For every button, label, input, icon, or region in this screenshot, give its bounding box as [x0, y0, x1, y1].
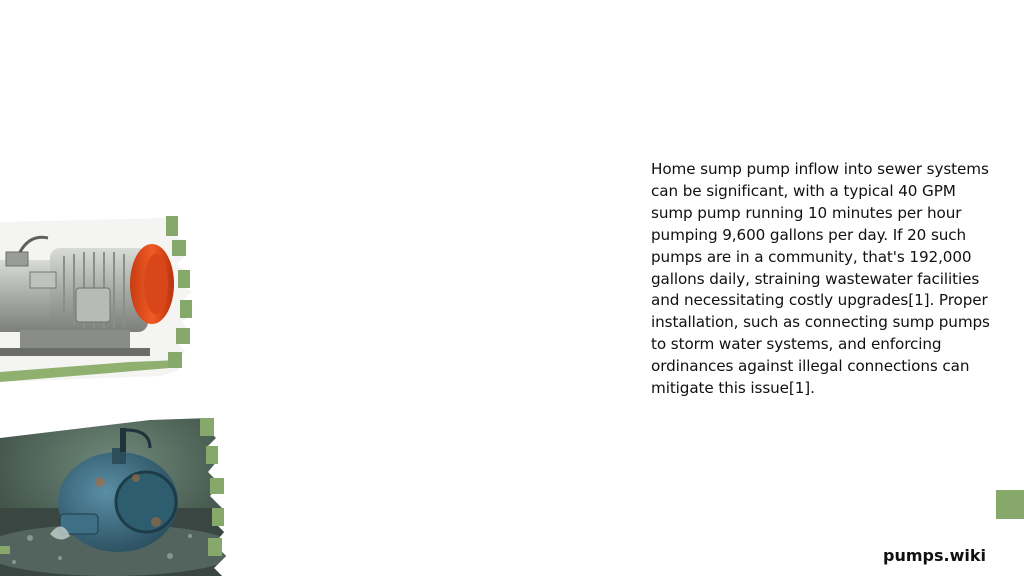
pump-photo-top — [0, 212, 200, 384]
sump-pump-in-water-photo-icon — [0, 418, 232, 576]
accent-block — [996, 490, 1024, 519]
electric-pump-photo-icon — [0, 212, 200, 384]
pump-photo-bottom — [0, 418, 232, 576]
article-paragraph: Home sump pump inflow into sewer systems can be significant, with a typical 40 GPM sump pump running 10 minutes per hour pumping 9,600 gallons per day. If 20 such pumps are in a community, that's 192,000 gallons daily, straining wastewater facilities and necessitating costly upgrades[1]. Proper installation, such as connecting sump pumps to storm water systems, and enforcing ordinances against illegal connections can mitigate this issue[1]. — [651, 160, 990, 398]
site-brand[interactable]: pumps.wiki — [883, 546, 986, 565]
